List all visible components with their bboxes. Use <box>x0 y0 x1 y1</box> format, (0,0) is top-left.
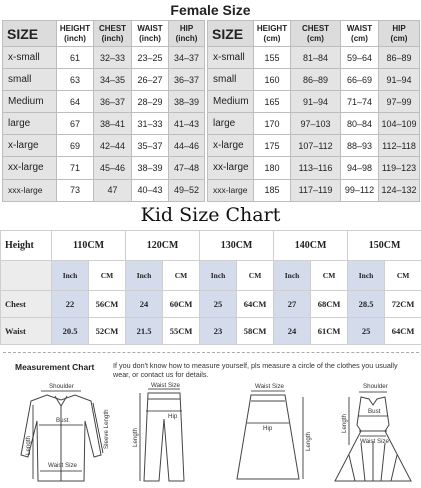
table-row <box>208 135 420 157</box>
kid-row-chest <box>1 291 421 318</box>
kid-size-table <box>0 230 421 345</box>
unit-cm: CM <box>89 261 126 291</box>
cell-size: xx-large <box>208 157 254 179</box>
unit-cm: CM <box>163 261 200 291</box>
cell-size: x-large <box>3 135 57 157</box>
header-height-cm <box>254 21 291 47</box>
header-hip-cm <box>379 21 420 47</box>
cell-hip: 104–109 <box>379 113 420 135</box>
kid-inch-value: 25 <box>200 291 237 318</box>
kid-row-label: Waist <box>1 318 52 345</box>
cell-hip: 36–37 <box>169 69 205 91</box>
cell-waist: 28–29 <box>132 91 169 113</box>
dress-length-label: Length <box>341 414 348 433</box>
cell-hip: 44–46 <box>169 135 205 157</box>
kid-inch-value: 21.5 <box>126 318 163 345</box>
cell-chest: 45–46 <box>94 157 132 179</box>
kid-height-120: 120CM <box>126 231 200 261</box>
pants-waist-label: Waist Size <box>151 382 180 389</box>
measurement-note: If you don't know how to measure yourself, pls measure a circle of the clothes you usually wear, or contact us for details. <box>113 361 398 379</box>
header-size: SIZE <box>3 21 57 47</box>
unit-cm: CM <box>385 261 421 291</box>
kid-height-label: Height <box>1 231 52 261</box>
pants-figure <box>128 383 198 487</box>
cell-size: xxx-large <box>208 179 254 201</box>
female-size-inch-table <box>2 20 205 202</box>
kid-inch-value: 22 <box>52 291 89 318</box>
cell-chest: 91–94 <box>291 91 341 113</box>
header-chest-inch <box>94 21 132 47</box>
inch-table-body <box>3 47 205 202</box>
table-row <box>208 47 420 69</box>
cell-chest: 113–116 <box>291 157 341 179</box>
shirt-figure <box>11 383 111 487</box>
cell-height: 73 <box>57 179 94 201</box>
cell-hip: 119–123 <box>379 157 420 179</box>
cell-chest: 97–103 <box>291 113 341 135</box>
cm-table-body <box>208 47 420 202</box>
cell-height: 67 <box>57 113 94 135</box>
cell-chest: 86–89 <box>291 69 341 91</box>
cell-waist: 38–39 <box>132 157 169 179</box>
cell-size: x-small <box>208 47 254 69</box>
cell-chest: 81–84 <box>291 47 341 69</box>
cell-hip: 91–94 <box>379 69 420 91</box>
cell-height: 185 <box>254 179 291 201</box>
cell-height: 160 <box>254 69 291 91</box>
cell-chest: 117–119 <box>291 179 341 201</box>
skirt-waist-label: Waist Size <box>255 383 284 390</box>
kid-inch-value: 25 <box>348 318 385 345</box>
cell-size: small <box>3 69 57 91</box>
cell-size: Medium <box>3 91 57 113</box>
cell-waist: 71–74 <box>341 91 379 113</box>
table-row <box>208 157 420 179</box>
table-header-row <box>3 21 205 47</box>
header-waist-inch <box>132 21 169 47</box>
header-chest-cm <box>291 21 341 47</box>
skirt-icon <box>223 383 313 487</box>
table-row <box>3 113 205 135</box>
cell-size: large <box>3 113 57 135</box>
cell-size: small <box>208 69 254 91</box>
cell-height: 71 <box>57 157 94 179</box>
cell-hip: 47–48 <box>169 157 205 179</box>
kid-cm-value: 72CM <box>385 291 421 318</box>
cell-chest: 32–33 <box>94 47 132 69</box>
kid-size-title: Kid Size Chart <box>140 204 281 226</box>
header-text: HIP (cm) <box>390 23 408 43</box>
cell-size: xxx-large <box>3 179 57 201</box>
kid-cm-value: 56CM <box>89 291 126 318</box>
cell-height: 180 <box>254 157 291 179</box>
shirt-bust-label: Bust <box>56 417 69 424</box>
measurement-chart <box>3 352 419 486</box>
female-size-section <box>0 0 421 200</box>
header-text: HEIGHT (inch) <box>59 23 91 43</box>
cell-height: 63 <box>57 69 94 91</box>
kid-inch-value: 23 <box>200 318 237 345</box>
dress-bust-label: Bust <box>368 408 381 415</box>
kid-table-body <box>1 291 421 345</box>
dress-icon <box>329 383 417 487</box>
table-row <box>3 91 205 113</box>
dress-figure <box>329 383 417 487</box>
table-row <box>208 113 420 135</box>
cell-hip: 34–37 <box>169 47 205 69</box>
table-row <box>208 179 420 201</box>
table-row <box>3 47 205 69</box>
cell-height: 61 <box>57 47 94 69</box>
kid-inch-value: 24 <box>274 318 311 345</box>
cell-waist: 26–27 <box>132 69 169 91</box>
shirt-icon <box>11 383 111 487</box>
header-text: CHEST (cm) <box>301 23 330 43</box>
kid-height-110: 110CM <box>52 231 126 261</box>
cell-waist: 88–93 <box>341 135 379 157</box>
dress-waist-label: Waist Size <box>360 438 389 445</box>
cell-height: 175 <box>254 135 291 157</box>
kid-cm-value: 60CM <box>163 291 200 318</box>
skirt-hip-label: Hip <box>263 425 273 432</box>
header-height-inch <box>57 21 94 47</box>
cell-size: x-small <box>3 47 57 69</box>
kid-inch-value: 24 <box>126 291 163 318</box>
pants-length-label: Length <box>132 428 139 447</box>
cell-height: 64 <box>57 91 94 113</box>
dress-shoulder-label: Shoulder <box>363 383 388 390</box>
cell-waist: 80–84 <box>341 113 379 135</box>
shirt-shoulder-label: Shoulder <box>49 383 74 390</box>
cell-chest: 42–44 <box>94 135 132 157</box>
cell-height: 155 <box>254 47 291 69</box>
unit-inch: Inch <box>200 261 237 291</box>
kid-inch-value: 27 <box>274 291 311 318</box>
unit-inch: Inch <box>126 261 163 291</box>
cell-waist: 99–112 <box>341 179 379 201</box>
female-size-title: Female Size <box>170 2 251 18</box>
cell-size: xx-large <box>3 157 57 179</box>
cell-waist: 31–33 <box>132 113 169 135</box>
kid-row-label: Chest <box>1 291 52 318</box>
cell-hip: 112–118 <box>379 135 420 157</box>
kid-cm-value: 52CM <box>89 318 126 345</box>
table-row <box>208 69 420 91</box>
table-row <box>3 69 205 91</box>
cell-waist: 40–43 <box>132 179 169 201</box>
kid-unit-blank <box>1 261 52 291</box>
cell-chest: 36–37 <box>94 91 132 113</box>
kid-inch-value: 20.5 <box>52 318 89 345</box>
cell-waist: 66–69 <box>341 69 379 91</box>
cell-hip: 97–99 <box>379 91 420 113</box>
header-text: HEIGHT (cm) <box>256 23 288 43</box>
unit-inch: Inch <box>52 261 89 291</box>
table-row <box>208 91 420 113</box>
header-waist-cm <box>341 21 379 47</box>
kid-cm-value: 68CM <box>311 291 348 318</box>
measurement-chart-title: Measurement Chart <box>15 362 95 372</box>
kid-cm-value: 64CM <box>385 318 421 345</box>
kid-height-140: 140CM <box>274 231 348 261</box>
kid-cm-value: 55CM <box>163 318 200 345</box>
unit-inch: Inch <box>274 261 311 291</box>
cell-size: Medium <box>208 91 254 113</box>
kid-cm-value: 64CM <box>237 291 274 318</box>
kid-inch-value: 28.5 <box>348 291 385 318</box>
cell-hip: 41–43 <box>169 113 205 135</box>
kid-row-waist <box>1 318 421 345</box>
cell-waist: 23–25 <box>132 47 169 69</box>
table-header-row <box>208 21 420 47</box>
unit-cm: CM <box>311 261 348 291</box>
pants-hip-label: Hip <box>168 413 178 420</box>
kid-unit-row <box>1 261 421 291</box>
cell-chest: 107–112 <box>291 135 341 157</box>
kid-height-row <box>1 231 421 261</box>
cell-chest: 47 <box>94 179 132 201</box>
kid-height-130: 130CM <box>200 231 274 261</box>
cell-size: x-large <box>208 135 254 157</box>
cell-hip: 38–39 <box>169 91 205 113</box>
cell-chest: 34–35 <box>94 69 132 91</box>
kid-cm-value: 58CM <box>237 318 274 345</box>
kid-cm-value: 61CM <box>311 318 348 345</box>
table-row <box>3 157 205 179</box>
header-text: WAIST (inch) <box>137 23 163 43</box>
shirt-waist-label: Waist Size <box>48 462 77 469</box>
cell-waist: 35–37 <box>132 135 169 157</box>
cell-hip: 124–132 <box>379 179 420 201</box>
cell-chest: 38–41 <box>94 113 132 135</box>
header-text: WAIST (cm) <box>346 23 373 43</box>
header-hip-inch <box>169 21 205 47</box>
header-text: HIP (inch) <box>175 23 198 43</box>
header-text: CHEST (inch) <box>98 23 127 43</box>
shirt-sleeve-label: Sleeve Length <box>103 409 110 449</box>
cell-hip: 49–52 <box>169 179 205 201</box>
cell-size: large <box>208 113 254 135</box>
shirt-length-label: Length <box>25 436 32 455</box>
cell-height: 69 <box>57 135 94 157</box>
table-row <box>3 135 205 157</box>
skirt-figure <box>223 383 313 487</box>
cell-height: 170 <box>254 113 291 135</box>
table-row <box>3 179 205 201</box>
cell-height: 165 <box>254 91 291 113</box>
female-size-cm-table <box>207 20 420 202</box>
unit-inch: Inch <box>348 261 385 291</box>
cell-waist: 59–64 <box>341 47 379 69</box>
skirt-length-label: Length <box>305 432 312 451</box>
unit-cm: CM <box>237 261 274 291</box>
header-size: SIZE <box>208 21 254 47</box>
kid-height-150: 150CM <box>348 231 421 261</box>
cell-hip: 86–89 <box>379 47 420 69</box>
cell-waist: 94–98 <box>341 157 379 179</box>
